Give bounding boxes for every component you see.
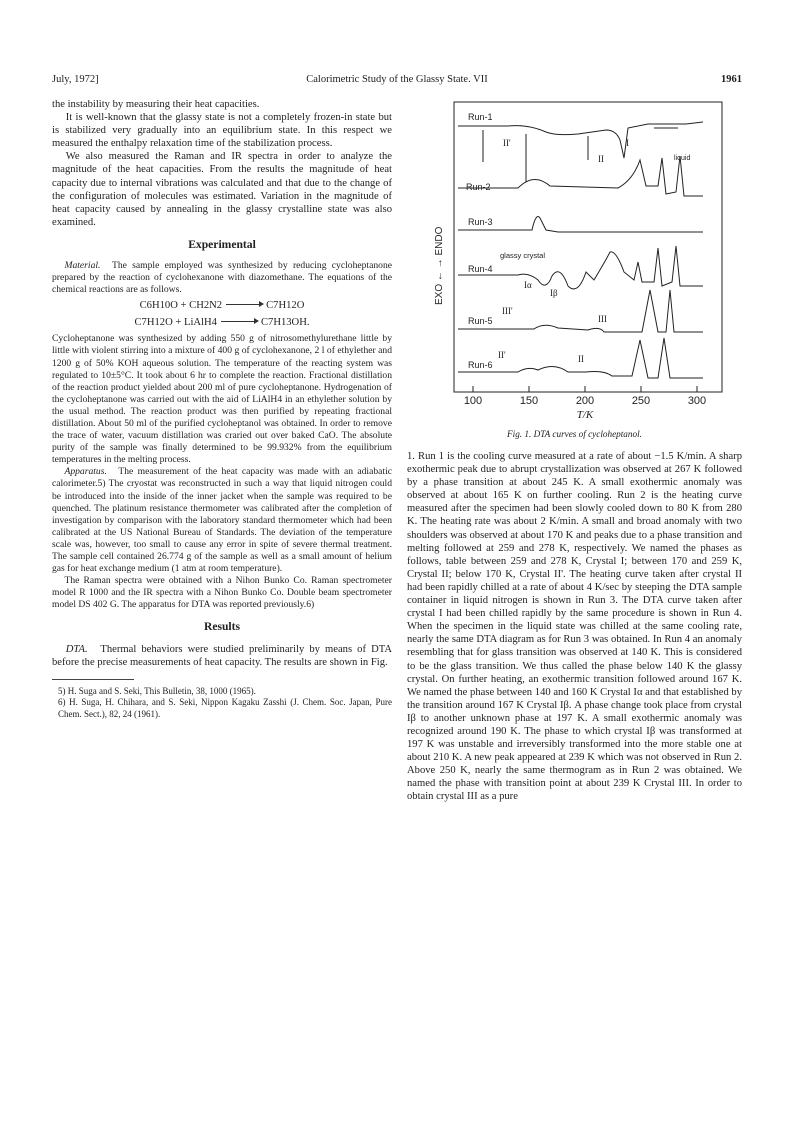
- y-axis-label: EXO ← → ENDO: [434, 226, 445, 305]
- phase-label: III: [598, 314, 607, 324]
- phase-label: Iα: [524, 280, 532, 290]
- run-label: Run-1: [468, 112, 493, 122]
- equation-2-left: C7H12O + LiAlH4: [134, 317, 217, 329]
- equation-1-left: C6H10O + CH2N2: [139, 300, 223, 312]
- page-header: [52, 74, 742, 88]
- paragraph: It is well-known that the glassy state is not a completely frozen-in state but is stabilized very gradually into an equilibrium state. In this respect we measured the enthalpy relaxation time of the stabilization process.: [52, 112, 392, 150]
- material-text: The sample employed was synthesized by reducing cycloheptanone prepared by the reaction of cyclohexanone with diazomethane. The equations of the chemical reactions are as follows.: [52, 260, 392, 296]
- paragraph: 1. Run 1 is the cooling curve measured at a rate of about −1.5 K/min. A sharp exothermic peak due to abrupt crystallization was observed at 267 K followed by a phase transition at about 245 K. A small exothermic anomaly was observed at about 165 K on further cooling. Run 2 is the heating curve measured after the specimen had been slowly cooled down to 80 K from 280 K. The heating rate was about 2 K/min. A small and broad anomaly with two shoulders was observed at about 170 K and peaks due to a phase transition and melting followed at 259 and 278 K, respectively. We named the phases as follows, table between 259 and 278 K, Crystal I; between 170 and 259 K, Crystal II; below 170 K, Crystal II'. The heating curve taken after crystal II had been rapidly chilled at a rate of about 4 K/sec by steeping the DTA sample container in liquid nitrogen is shown in Run 3. The DTA curve taken after crystal I had been chilled rapidly by the same procedure is shown in Run 4. When the specimen in the liquid state was chilled at the same cooling rate, nearly the same DTA diagram as for Run 3 was obtained. In Run 4 an anomaly resembling that for glass transition was observed at 140 K. This is considered to be the glass transition. We thus called the phase below 140 K the glassy crystal. On further heating, an exothermic transition followed around 167 K. We named the phase between 140 and 160 K Crystal Iα and that established by the transition around 167 K Crystal Iβ. A phase change took place from crystal Iβ to another unknown phase at 197 K. A small exothermic anomaly was recognized around 190 K. The phase to which crystal Iβ was transformed at 197 K was unstable and irreversibly transformed into the more stable one at about 210 K. A new peak appeared at 239 K which was not observed in Run 2. Above 250 K, nearly the same thermogram as in Run 2 was obtained. We named the phase with transition point at about 239 K Crystal III. In order to obtain crystal III as a pure: [407, 451, 742, 803]
- phase-label: II: [598, 154, 604, 164]
- run-4-curve: [458, 246, 703, 289]
- phase-label: II': [503, 138, 511, 148]
- run-3-curve: [458, 217, 703, 233]
- paragraph-apparatus: [52, 466, 392, 575]
- run-2-curve: [458, 156, 703, 196]
- run-label: Run-6: [468, 360, 493, 370]
- paragraph: The Raman spectra were obtained with a Nihon Bunko Co. Raman spectrometer model R 1000 and the IR spectra with a Nihon Bunko Co. Double beam spectrometer model DS 402 G. The apparatus for DTA was reported previously.6): [52, 575, 392, 611]
- paragraph: the instability by measuring their heat capacities.: [52, 99, 260, 110]
- phase-label: Iβ: [550, 288, 558, 298]
- x-tick-label: 300: [687, 395, 707, 407]
- dta-text: Thermal behaviors were studied preliminarily by means of DTA before the precise measurements of heat capacity. The results are shown in Fig.: [52, 643, 392, 668]
- run-label: Run-5: [468, 316, 493, 326]
- x-tick-label: 200: [575, 395, 595, 407]
- x-tick-label: 250: [631, 395, 651, 407]
- apparatus-label: Apparatus.: [64, 466, 107, 478]
- paragraph: We also measured the Raman and IR spectra in order to analyze the magnitude of the heat capacities. From the results the magnitude of heat capacity due to internal vibrations was calculated and that due to the change of the configuration of molecules was estimated. Variation in the magnitude of heat capacity caused by annealing in the glassy crystalline state was also examined.: [52, 151, 392, 228]
- dta-curves: [458, 122, 703, 378]
- run-1-curve: [458, 122, 703, 158]
- x-axis-label: T/K: [576, 409, 594, 421]
- run-5-curve: [458, 290, 703, 332]
- run-label: Run-2: [466, 182, 491, 192]
- right-column: [407, 450, 742, 804]
- x-tick-label: 150: [519, 395, 539, 407]
- phase-label: II: [578, 354, 584, 364]
- dta-figure: [428, 100, 728, 440]
- dta-label: DTA.: [65, 643, 88, 655]
- equation-1-right: C7H12O: [266, 300, 305, 312]
- footnote-6: 6) H. Suga, H. Chihara, and S. Seki, Nippon Kagaku Zasshi (J. Chem. Soc. Japan, Pure Chem. Sect.), 82, 24 (1961).: [58, 697, 392, 719]
- header-date: July, 1972]: [52, 74, 99, 85]
- x-tick-label: 100: [463, 395, 483, 407]
- paragraph-dta: [52, 643, 392, 669]
- x-ticks: [473, 386, 697, 392]
- equation-2-right: C7H13OH.: [260, 317, 310, 329]
- header-title: Calorimetric Study of the Glassy State. VII: [306, 74, 488, 85]
- phase-label-liquid: liquid: [674, 155, 691, 162]
- phase-label: II': [498, 350, 506, 360]
- annotation-glassy-crystal: glassy crystal: [500, 251, 546, 260]
- left-column: [52, 98, 392, 721]
- phase-label: I: [626, 138, 629, 148]
- equation-2: [52, 316, 392, 330]
- phase-label: III': [502, 306, 513, 316]
- paragraph-material: [52, 260, 392, 296]
- footnote-rule: [52, 679, 134, 680]
- material-label: Material.: [64, 260, 101, 272]
- run-label: Run-4: [468, 264, 493, 274]
- transition-arrows: [483, 128, 678, 182]
- section-heading-results: Results: [203, 620, 241, 634]
- figure-caption: Fig. 1. DTA curves of cycloheptanol.: [507, 429, 642, 439]
- page-number: 1961: [721, 74, 742, 85]
- apparatus-text: The measurement of the heat capacity was made with an adiabatic calorimeter.5) The cryostat was reconstructed in such a way that liquid nitrogen could be introduced into the inside of the inner jacket when the sample was required to be quenched. The platinum resistance thermometer was calibrated after the completion of investigation by comparison with the laboratory standard thermometer which had been calibrated at the US National Bureau of Standards. The deviation of the temperature scale was, however, too small to cause any error in spite of severe thermal treatment. The sample cell contained 26.774 g of the sample as well as a small amount of helium gas for heat exchange medium (1 atm at room temperature).: [52, 466, 392, 575]
- section-heading-experimental: Experimental: [188, 237, 256, 251]
- paragraph: Cycloheptanone was synthesized by adding 550 g of nitrosomethylurethane little by little with violent stirring into a mixture of 400 g of cyclohexanone, 2 l of ethylether and 1200 g of 50% KOH aqueous solution. The temperature of the reacting system was regulated to 10±5°C. It took about 6 hr to complete the reaction. Fractional distillation of the reaction product yielded about 200 ml of pure cycloheptanone. Hydrogenation of the cycloheptanone was carried out with the aid of LiAlH4 in an ethylether solution by the usual method. The reaction product was then purified by repeating fractional distillation. About 50 ml of the purified cycloheptanol was obtained. In order to remove the trace of water, vacuum distillation was craried out over baked CaO. The absolute purity of the sample was finally determined to be 99.932% from the equilibrium temperatures in the melting process.: [52, 333, 392, 466]
- run-label: Run-3: [468, 217, 493, 227]
- equation-1: [52, 299, 392, 313]
- footnote-5: 5) H. Suga and S. Seki, This Bulletin, 38, 1000 (1965).: [58, 685, 256, 696]
